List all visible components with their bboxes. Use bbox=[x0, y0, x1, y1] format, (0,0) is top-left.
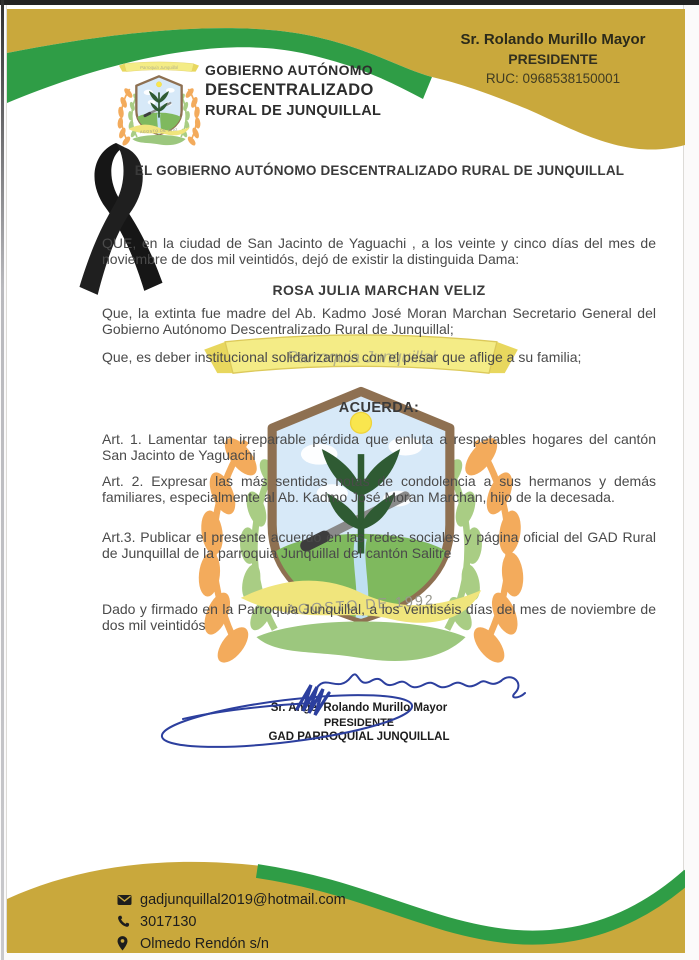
email-icon bbox=[117, 894, 134, 906]
footer-address-row bbox=[117, 935, 477, 952]
org-name-line1: GOBIERNO AUTÓNOMO bbox=[205, 62, 373, 78]
article-3: Art.3. Publicar el presente acuerdo en las redes sociales y página oficial del GAD Rural de Junquillal de la parroquia Junquillal del cantón Salitre bbox=[102, 529, 656, 561]
photo-left-edge bbox=[1, 0, 4, 960]
footer-contact-block bbox=[117, 891, 477, 957]
footer-address: Olmedo Rendón s/n bbox=[140, 935, 269, 952]
org-name-block bbox=[205, 63, 440, 118]
document-page bbox=[6, 4, 684, 952]
footer-email-row bbox=[117, 891, 477, 908]
acuerda-heading: ACUERDA: bbox=[338, 400, 420, 416]
deceased-name: ROSA JULIA MARCHAN VELIZ bbox=[272, 282, 486, 298]
paragraph-que: QUE, en la ciudad de San Jacinto de Yaguachi , a los veinte y cinco días del mes de noviembre de dos mil veintidós, dejó de existir la distinguida Dama: bbox=[102, 235, 656, 267]
article-1: Art. 1. Lamentar tan irreparable pérdida que enluta a respetables hogares del cantón San Jacinto de Yaguachi bbox=[102, 431, 656, 463]
paragraph-madre: Que, la extinta fue madre del Ab. Kadmo José Moran Marchan Secretario General del Gobierno Autónomo Descentralizado Rural de Junquillal; bbox=[102, 305, 656, 337]
ruc-number: RUC: 0968538150001 bbox=[485, 71, 621, 86]
footer-phone: 3017130 bbox=[140, 913, 197, 930]
article-2: Art. 2. Expresar las más sentidas notas de condolencia a sus hermanos y demás familiares, especialmente al Ab. Kadmo José Moran Marchan, hijo de la decesada. bbox=[102, 473, 656, 505]
document-title: EL GOBIERNO AUTÓNOMO DESCENTRALIZADO RURAL DE JUNQUILLAL bbox=[134, 163, 625, 178]
president-name: Sr. Rolando Murillo Mayor bbox=[460, 31, 646, 48]
signer-organization: GAD PARROQUIAL JUNQUILLAL bbox=[268, 730, 450, 743]
signer-name: Sr. Angel Rolando Murillo Mayor bbox=[270, 702, 448, 714]
phone-icon bbox=[117, 915, 134, 928]
signer-title: PRESIDENTE bbox=[323, 716, 395, 729]
footer-email: gadjunquillal2019@hotmail.com bbox=[140, 891, 346, 908]
gad-junquillal-logo bbox=[109, 59, 209, 147]
footer-phone-row bbox=[117, 913, 477, 930]
closing-paragraph: Dado y firmado en la Parroquia Junquillal, a los veintiséis días del mes de noviembre de dos mil veintidós bbox=[102, 601, 656, 633]
president-header-block bbox=[427, 31, 679, 86]
photo-top-edge bbox=[0, 0, 699, 5]
org-name-line3: RURAL DE JUNQUILLAL bbox=[205, 102, 382, 119]
org-name-line2: DESCENTRALIZADO bbox=[205, 81, 374, 99]
president-title: PRESIDENTE bbox=[508, 51, 598, 67]
handwritten-signature bbox=[147, 659, 557, 751]
paragraph-deber: Que, es deber institucional solidarizarnos con el pesar que aflige a su familia; bbox=[102, 349, 582, 365]
location-pin-icon bbox=[117, 936, 134, 951]
